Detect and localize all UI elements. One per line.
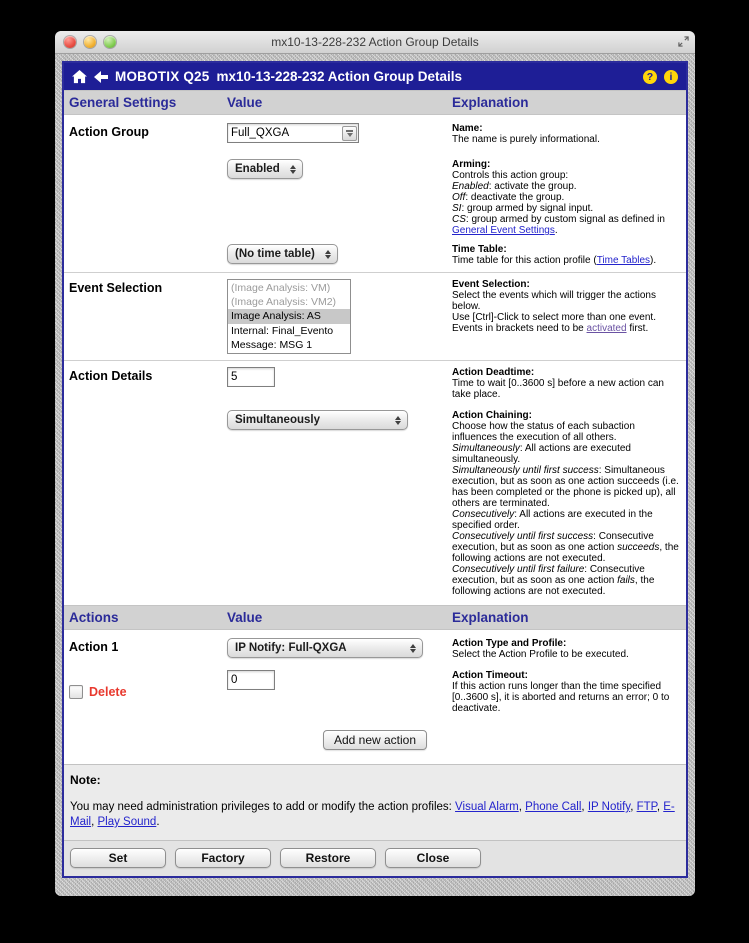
- brand-label: MOBOTIX Q25: [115, 69, 210, 84]
- row-time-table: [64, 244, 686, 266]
- action-1-label: Action 1: [69, 640, 119, 655]
- row-action-chaining: [64, 410, 686, 597]
- e-mail-link[interactable]: E-Mail: [70, 801, 675, 829]
- back-icon[interactable]: [94, 71, 108, 83]
- ftp-link[interactable]: FTP: [636, 801, 657, 814]
- note-text: You may need administration privileges to add or modify the action profiles:: [70, 801, 456, 814]
- name-explanation: Name: The name is purely informational.: [452, 123, 600, 145]
- event-selection-list[interactable]: [227, 279, 351, 354]
- action-type-explanation: Action Type and Profile: Select the Action Profile to be executed.: [452, 638, 629, 661]
- action-timeout-explanation: Action Timeout: If this action runs longer than the time specified [0..3600 s], it is aborted and returns an error; 0 to deactivate.: [452, 670, 670, 715]
- app-header: [64, 63, 686, 90]
- delete-checkbox[interactable]: [69, 685, 83, 699]
- section-header-general: [64, 90, 686, 115]
- column-header-settings: General Settings: [69, 95, 177, 110]
- section-header-actions: [64, 605, 686, 630]
- column-header-value: Value: [227, 95, 263, 110]
- factory-button[interactable]: Factory: [175, 848, 271, 868]
- row-separator: [64, 360, 686, 361]
- arming-explanation: Arming: Controls this action group: Enabled: activate the group. Off: deactivate the group. SI: group armed by signal input. CS: group armed by custom signal as defined in General Event Settings.: [452, 159, 665, 236]
- set-button[interactable]: Set: [70, 848, 166, 868]
- play-sound-link[interactable]: Play Sound: [97, 816, 157, 829]
- general-event-settings-link[interactable]: General Event Settings: [452, 225, 555, 236]
- action-chaining-dropdown[interactable]: Simultaneously: [227, 410, 408, 430]
- close-button[interactable]: [64, 36, 76, 48]
- row-action-1: [64, 638, 686, 660]
- event-option[interactable]: Message: MSG 1: [231, 338, 313, 351]
- action-timeout-input[interactable]: [227, 670, 275, 690]
- page-frame: [62, 61, 688, 878]
- minimize-button[interactable]: [84, 36, 96, 48]
- phone-call-link[interactable]: Phone Call: [525, 801, 582, 814]
- popup-arrows-icon: [395, 416, 401, 425]
- footer-button-bar: [64, 840, 686, 876]
- note-section: Note: You may need administration privileges to add or modify the action profiles: Visual Alarm, Phone Call, IP Notify, FTP, E-Mail, Play Sound.: [64, 764, 686, 840]
- arming-dropdown[interactable]: Enabled: [227, 159, 303, 179]
- note-label: Note:: [70, 773, 101, 788]
- popup-arrows-icon: [325, 250, 331, 259]
- time-tables-link[interactable]: Time Tables: [596, 255, 651, 266]
- column-header-actions: Actions: [69, 610, 119, 626]
- page-background: [55, 54, 695, 896]
- help-icon[interactable]: ?: [643, 70, 657, 84]
- column-header-explanation: Explanation: [452, 610, 529, 626]
- event-option-selected[interactable]: Image Analysis: AS: [228, 309, 350, 323]
- resize-icon[interactable]: [678, 36, 689, 47]
- ip-notify-link[interactable]: IP Notify: [587, 801, 631, 814]
- action-chaining-explanation: Action Chaining: Choose how the status of each subaction influences the execution of all others. Simultaneously: All actions are executed simultaneously. Simultaneously until first success: Simultaneous execution, but as soon as one action succeeds (i.e. has been completed or the phone is picked up), all others are terminated. Consecutively: All actions are executed in the specified order. Consecutively until first success: Consecutive execution, but as soon as one action succeeds, the following actions are not executed. Consecutively until first failure: Consecutive execution, but as soon as one action fails, the following actions are not executed.: [452, 410, 679, 598]
- close-page-button[interactable]: Close: [385, 848, 481, 868]
- time-table-dropdown[interactable]: (No time table): [227, 244, 338, 264]
- column-header-value: Value: [227, 610, 263, 626]
- row-arming: [64, 159, 686, 236]
- restore-button[interactable]: Restore: [280, 848, 376, 868]
- visual-alarm-link[interactable]: Visual Alarm: [455, 801, 519, 814]
- delete-label[interactable]: Delete: [89, 685, 127, 700]
- activated-link[interactable]: activated: [586, 323, 627, 334]
- row-action-deadtime: [64, 367, 686, 400]
- window-title: mx10-13-228-232 Action Group Details: [271, 35, 479, 49]
- column-header-explanation: Explanation: [452, 95, 529, 110]
- event-option[interactable]: Internal: Final_Evento: [231, 324, 334, 337]
- action-group-label: Action Group: [69, 125, 149, 139]
- traffic-lights: [55, 36, 116, 48]
- event-option[interactable]: (Image Analysis: VM2): [231, 296, 337, 309]
- row-event-selection: [64, 279, 686, 354]
- popup-arrows-icon: [290, 165, 296, 174]
- row-action-timeout: [64, 670, 686, 714]
- action-group-name-input[interactable]: [228, 127, 342, 139]
- event-option[interactable]: (Image Analysis: VM): [231, 282, 331, 294]
- browser-window: [55, 31, 695, 896]
- action-deadtime-explanation: Action Deadtime: Time to wait [0..3600 s] before a new action can take place.: [452, 367, 664, 401]
- row-separator: [64, 272, 686, 273]
- popup-arrows-icon: [410, 644, 416, 653]
- home-icon[interactable]: [72, 70, 87, 84]
- action-profile-dropdown[interactable]: IP Notify: Full-QXGA: [227, 638, 423, 658]
- combobox-stepper-icon[interactable]: [342, 126, 357, 141]
- action-group-name-field[interactable]: [227, 123, 359, 143]
- time-table-explanation: Time Table: Time table for this action profile (Time Tables).: [452, 244, 657, 266]
- add-action-row: [64, 730, 686, 750]
- event-selection-explanation: Event Selection: Select the events which will trigger the actions below. Use [Ctrl]-Click to select more than one event. Events in brackets need to be activated first.: [452, 279, 656, 334]
- window-titlebar[interactable]: [55, 31, 695, 54]
- row-action-group-name: [64, 123, 686, 145]
- info-icon[interactable]: i: [664, 70, 678, 84]
- action-deadtime-input[interactable]: [227, 367, 275, 387]
- page-title: mx10-13-228-232 Action Group Details: [216, 69, 463, 84]
- event-selection-label: Event Selection: [69, 281, 163, 295]
- add-new-action-button[interactable]: Add new action: [323, 730, 427, 750]
- zoom-button[interactable]: [104, 36, 116, 48]
- action-details-label: Action Details: [69, 369, 153, 384]
